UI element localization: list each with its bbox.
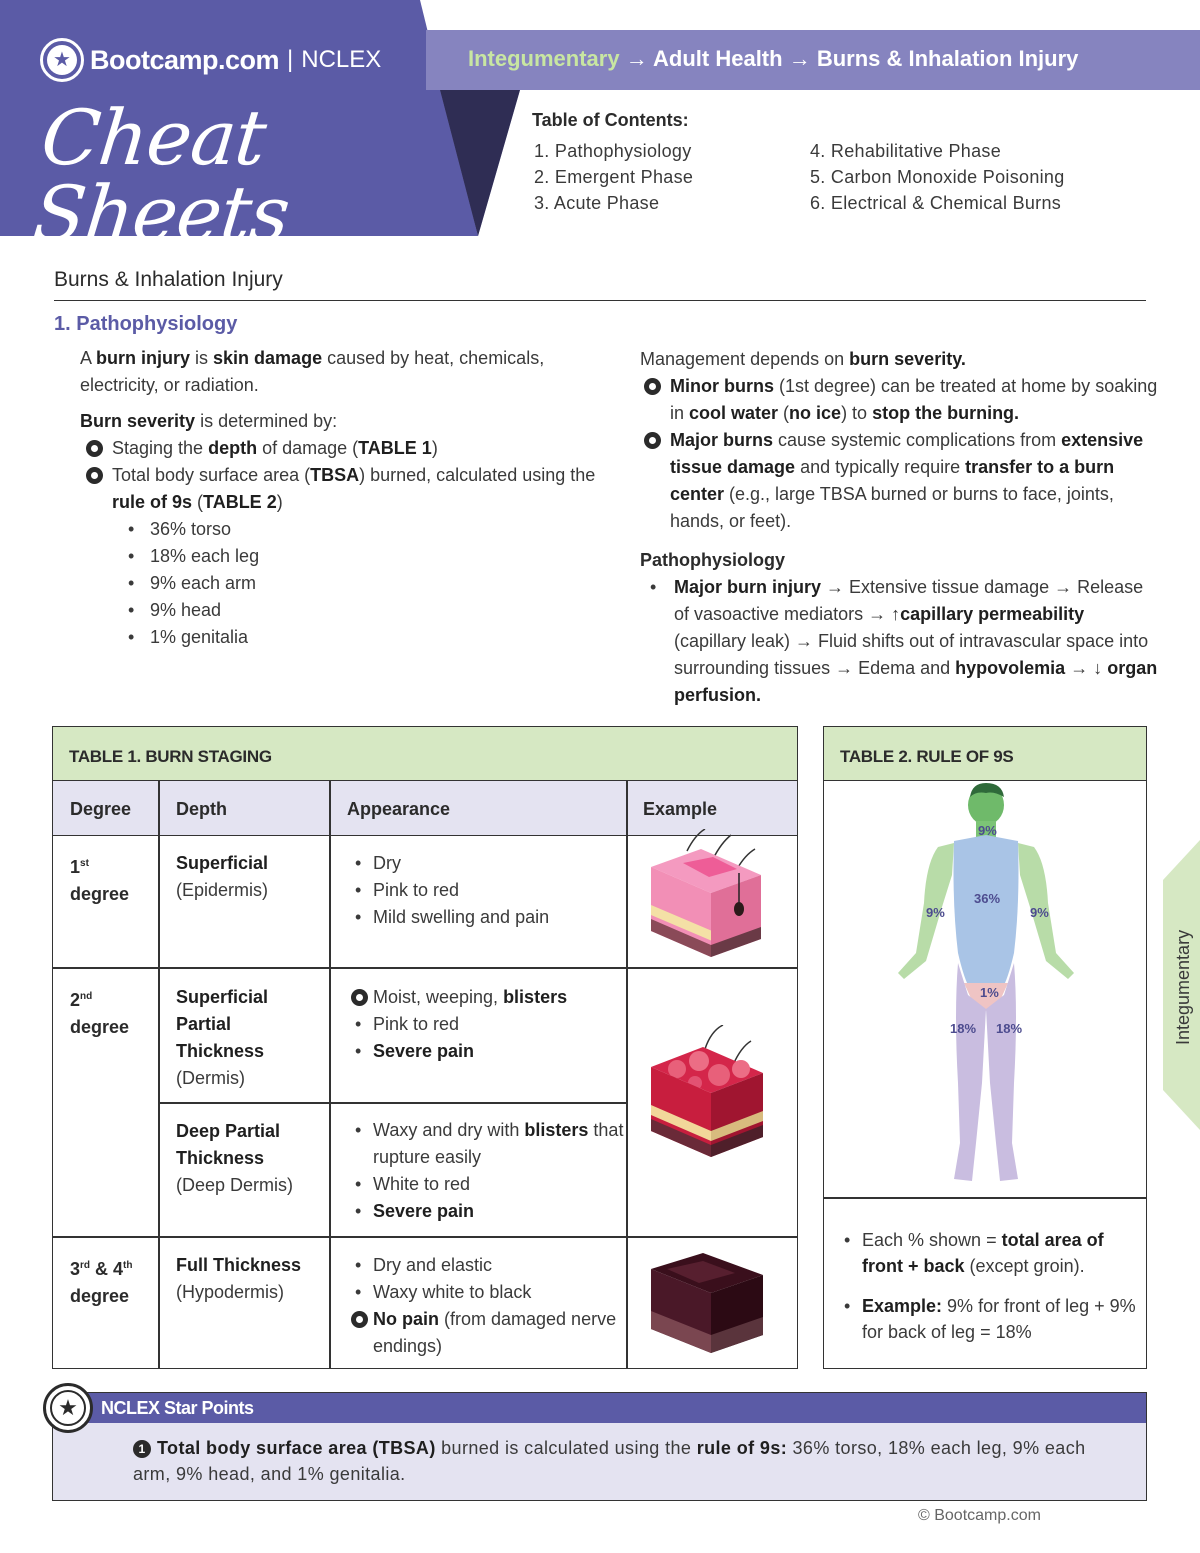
list-item <box>351 1198 631 1225</box>
pathophysiology-subheading: Pathophysiology <box>640 550 786 570</box>
depth-name: Superficial Partial Thickness <box>176 987 269 1061</box>
bold-term: Minor burns <box>670 376 774 396</box>
text: and typically require <box>795 457 966 477</box>
list-item: • Waxy white to black <box>351 1279 621 1306</box>
bold-term: skin damage <box>213 348 323 368</box>
toc-column-2 <box>810 138 1110 216</box>
degree-number: 2 <box>70 990 81 1010</box>
text: is <box>190 348 214 368</box>
severity-item <box>86 435 600 462</box>
text: ( <box>192 492 204 512</box>
degree-cell <box>70 1252 133 1310</box>
degree-word: degree <box>70 1017 130 1037</box>
list-item: • Dry <box>351 850 621 877</box>
degree-number: 4 <box>113 1259 124 1279</box>
sheet-title: Cheat Sheets <box>29 93 294 258</box>
list-item <box>351 1117 631 1171</box>
rule-of-9s-list <box>128 516 600 651</box>
bold-term: rule of 9s: <box>696 1438 788 1458</box>
text: cause systemic complications from <box>773 430 1062 450</box>
circle-bullet-icon <box>644 432 661 449</box>
text: caused by heat, chemicals, electricity, or radiation. <box>80 348 545 395</box>
brand-separator: | <box>287 46 294 73</box>
column-header: Appearance <box>347 799 451 819</box>
number-badge: 1 <box>133 1440 151 1458</box>
bold-term: blisters <box>503 987 568 1007</box>
bold-term: rule of 9s <box>112 492 193 512</box>
rule-of-9s-notes <box>840 1227 1140 1359</box>
star-badge-icon: ★ <box>43 1383 93 1433</box>
bold-term: Major burns <box>670 430 774 450</box>
brand-name: Bootcamp.com <box>90 44 280 75</box>
depth-cell <box>176 1252 326 1306</box>
text: ) <box>276 492 283 512</box>
text: that rupture easily <box>373 1120 624 1167</box>
right-column <box>640 346 1160 709</box>
toc-item[interactable]: 3. Acute Phase <box>534 193 660 213</box>
severity-item <box>86 462 600 516</box>
bold-term: Burn severity <box>80 411 196 431</box>
text: Staging the <box>112 438 209 458</box>
text: burned is calculated using the <box>435 1438 697 1458</box>
text: (e.g., large TBSA burned or burns to face, joints, hands, or feet). <box>670 484 1114 531</box>
degree-suffix: st <box>80 858 89 869</box>
text: 36% torso, 18% each leg, 9% each arm, 9% head, and 1% genitalia. <box>133 1438 1086 1484</box>
page-title: Burns & Inhalation Injury <box>54 268 283 291</box>
management-lead <box>640 346 1160 373</box>
depth-layer: (Epidermis) <box>176 880 269 900</box>
text: (capillary leak) → Fluid shifts out of intravascular space into surrounding tissues → Edema and <box>674 631 1149 678</box>
text: A <box>80 348 97 368</box>
text: ( <box>778 403 790 423</box>
list-item: • Pink to red <box>351 877 621 904</box>
side-tab-label[interactable]: Integumentary <box>1173 929 1193 1045</box>
text: ) burned, calculated using the <box>359 465 596 485</box>
severity-lead <box>80 408 600 435</box>
list-item <box>351 984 621 1011</box>
list-item: • 36% torso <box>128 516 600 543</box>
list-item: • 9% head <box>128 597 600 624</box>
column-header: Depth <box>176 799 227 819</box>
bold-term: TABLE 1 <box>358 438 432 458</box>
management-item <box>644 373 1160 427</box>
list-item: • 9% each arm <box>128 570 600 597</box>
bold-term: Total body surface area (TBSA) <box>157 1438 436 1458</box>
figure-label-head: 9% <box>978 823 997 838</box>
row-divider <box>53 967 797 969</box>
appearance-cell <box>351 1252 621 1360</box>
text: ) <box>431 438 438 458</box>
text: Moist, weeping, <box>373 987 504 1007</box>
table-title: TABLE 1. BURN STAGING <box>53 727 797 781</box>
list-item: • Pink to red <box>351 1011 621 1038</box>
text: of damage ( <box>257 438 359 458</box>
bold-term: Major burn injury <box>674 577 822 597</box>
circle-bullet-icon <box>86 440 103 457</box>
bold-term: stop the burning. <box>872 403 1020 423</box>
bold-term: burn injury <box>96 348 191 368</box>
bold-term: extensive tissue damage <box>670 430 1144 477</box>
bold-term: transfer to a burn center <box>670 457 1115 504</box>
rule-of-9s-body-figure <box>868 783 1104 1195</box>
text: 9% for front of leg + 9% for back of leg = 18% <box>862 1296 1136 1342</box>
bold-term: total area of front + back <box>862 1230 1104 1276</box>
circle-bullet-icon <box>644 378 661 395</box>
toc-item[interactable]: 6. Electrical & Chemical Burns <box>810 193 1062 213</box>
figure-label-leg-right: 18% <box>996 1021 1023 1036</box>
text: & <box>90 1259 114 1279</box>
degree-word: degree <box>70 884 130 904</box>
table-title: TABLE 2. RULE OF 9S <box>824 727 1146 781</box>
intro-paragraph <box>80 345 600 399</box>
figure-label-arm-right: 9% <box>1030 905 1049 920</box>
toc-item[interactable]: 4. Rehabilitative Phase <box>810 141 1002 161</box>
brand-logo[interactable] <box>40 38 381 82</box>
text: (except groin). <box>964 1256 1085 1276</box>
table-of-contents <box>532 110 1065 213</box>
degree-number: 3 <box>70 1259 81 1279</box>
pathophysiology-list <box>640 574 1160 709</box>
title-divider <box>54 300 1146 301</box>
bold-term: no ice <box>789 403 842 423</box>
depth-cell <box>176 984 316 1092</box>
star-logo-icon: ★ <box>40 38 84 82</box>
table-header-row <box>53 781 797 836</box>
star-points-title: NCLEX Star Points <box>101 1398 254 1418</box>
list-item <box>840 1293 1140 1345</box>
bold-term: hypovolemia <box>955 658 1066 678</box>
first-degree-burn-illustration <box>647 829 767 964</box>
bold-term: TABLE 2 <box>203 492 277 512</box>
degree-suffix: rd <box>80 1260 91 1271</box>
degree-cell <box>70 850 129 908</box>
rule-of-9s-table <box>823 726 1147 1369</box>
list-item <box>351 1306 621 1360</box>
severity-item-text <box>112 435 438 462</box>
management-item-text <box>670 427 1160 535</box>
list-item: • Dry and elastic <box>351 1252 621 1279</box>
depth-layer: (Dermis) <box>176 1068 245 1088</box>
text: ) to <box>841 403 873 423</box>
appearance-cell <box>351 850 621 931</box>
bold-term: cool water <box>689 403 779 423</box>
bold-term: capillary permeability <box>900 604 1085 624</box>
burn-staging-table <box>52 726 798 1369</box>
text: (1st degree) can be treated at home by soaking in <box>670 376 1158 423</box>
breadcrumb-subject[interactable]: Integumentary <box>468 46 620 71</box>
nclex-star-points <box>52 1392 1147 1501</box>
row-divider <box>53 1236 797 1238</box>
management-item <box>644 427 1160 535</box>
second-degree-burn-illustration <box>647 1025 767 1165</box>
bold-term: Example: <box>862 1296 943 1316</box>
toc-item[interactable]: 1. Pathophysiology <box>534 141 692 161</box>
toc-item[interactable]: 5. Carbon Monoxide Poisoning <box>810 167 1065 187</box>
degree-number: 1 <box>70 857 81 877</box>
row-divider <box>824 1197 1146 1199</box>
degree-suffix: nd <box>80 991 93 1002</box>
text: Management depends on <box>640 349 850 369</box>
severity-item-text <box>112 462 600 516</box>
star-points-header <box>53 1393 1146 1423</box>
column-divider <box>158 781 160 1368</box>
bold-term: No pain <box>373 1309 439 1329</box>
column-divider <box>626 781 628 1368</box>
breadcrumb-category[interactable]: Adult Health <box>653 46 783 71</box>
list-item: • 1% genitalia <box>128 624 600 651</box>
depth-name: Superficial <box>176 853 269 873</box>
bold-term: Severe pain <box>373 1201 475 1221</box>
breadcrumb <box>468 46 1078 72</box>
depth-layer: (Hypodermis) <box>176 1282 285 1302</box>
list-item: • Mild swelling and pain <box>351 904 621 931</box>
row-divider <box>158 1102 626 1104</box>
bold-term: TBSA <box>310 465 360 485</box>
bold-term: blisters <box>524 1120 589 1140</box>
toc-item[interactable]: 2. Emergent Phase <box>534 167 694 187</box>
appearance-cell <box>351 984 621 1065</box>
text: Total body surface area ( <box>112 465 311 485</box>
degree-suffix: th <box>123 1260 133 1271</box>
breadcrumb-topic[interactable]: Burns & Inhalation Injury <box>816 46 1079 71</box>
management-item-text <box>670 373 1160 427</box>
bold-term: organ perfusion. <box>674 658 1158 705</box>
section-heading: 1. Pathophysiology <box>54 313 238 335</box>
column-header: Degree <box>70 799 132 819</box>
degree-cell <box>70 983 129 1041</box>
text: is determined by: <box>195 411 338 431</box>
depth-name: Full Thickness <box>176 1255 302 1275</box>
list-item: • 18% each leg <box>128 543 600 570</box>
depth-cell <box>176 1118 316 1199</box>
bold-term: Severe pain <box>373 1041 475 1061</box>
brand-product: NCLEX <box>301 46 382 73</box>
copyright: © Bootcamp.com <box>918 1507 1041 1524</box>
toc-title: Table of Contents: <box>532 110 689 130</box>
list-item: • White to red <box>351 1171 631 1198</box>
breadcrumb-arrow-icon: → <box>788 46 811 71</box>
text: → Extensive tissue damage → Release of vasoactive mediators → ↑ <box>674 577 1144 624</box>
toc-column-1 <box>534 138 834 216</box>
star-point-item <box>133 1435 1113 1487</box>
breadcrumb-arrow-icon: → <box>625 46 648 71</box>
bold-term: burn severity. <box>849 349 966 369</box>
column-divider <box>329 781 331 1368</box>
circle-bullet-icon <box>351 989 368 1006</box>
figure-label-leg-left: 18% <box>950 1021 977 1036</box>
list-item <box>840 1227 1140 1279</box>
third-degree-burn-illustration <box>647 1249 767 1359</box>
left-column <box>80 345 600 651</box>
depth-name: Deep Partial Thickness <box>176 1121 281 1168</box>
figure-label-torso: 36% <box>974 891 1001 906</box>
circle-bullet-icon <box>351 1311 368 1328</box>
depth-cell <box>176 850 326 904</box>
bold-term: depth <box>208 438 258 458</box>
text: (from damaged nerve endings) <box>373 1309 617 1356</box>
degree-word: degree <box>70 1286 130 1306</box>
figure-label-arm-left: 9% <box>926 905 945 920</box>
list-item <box>640 574 1160 709</box>
figure-label-genitalia: 1% <box>980 985 999 1000</box>
text: Waxy and dry with <box>373 1120 525 1140</box>
depth-layer: (Deep Dermis) <box>176 1175 294 1195</box>
circle-bullet-icon <box>86 467 103 484</box>
appearance-cell <box>351 1117 631 1225</box>
list-item <box>351 1038 621 1065</box>
text: Each % shown = <box>862 1230 1002 1250</box>
column-header: Example <box>643 799 718 819</box>
text: → ↓ <box>1065 658 1108 678</box>
